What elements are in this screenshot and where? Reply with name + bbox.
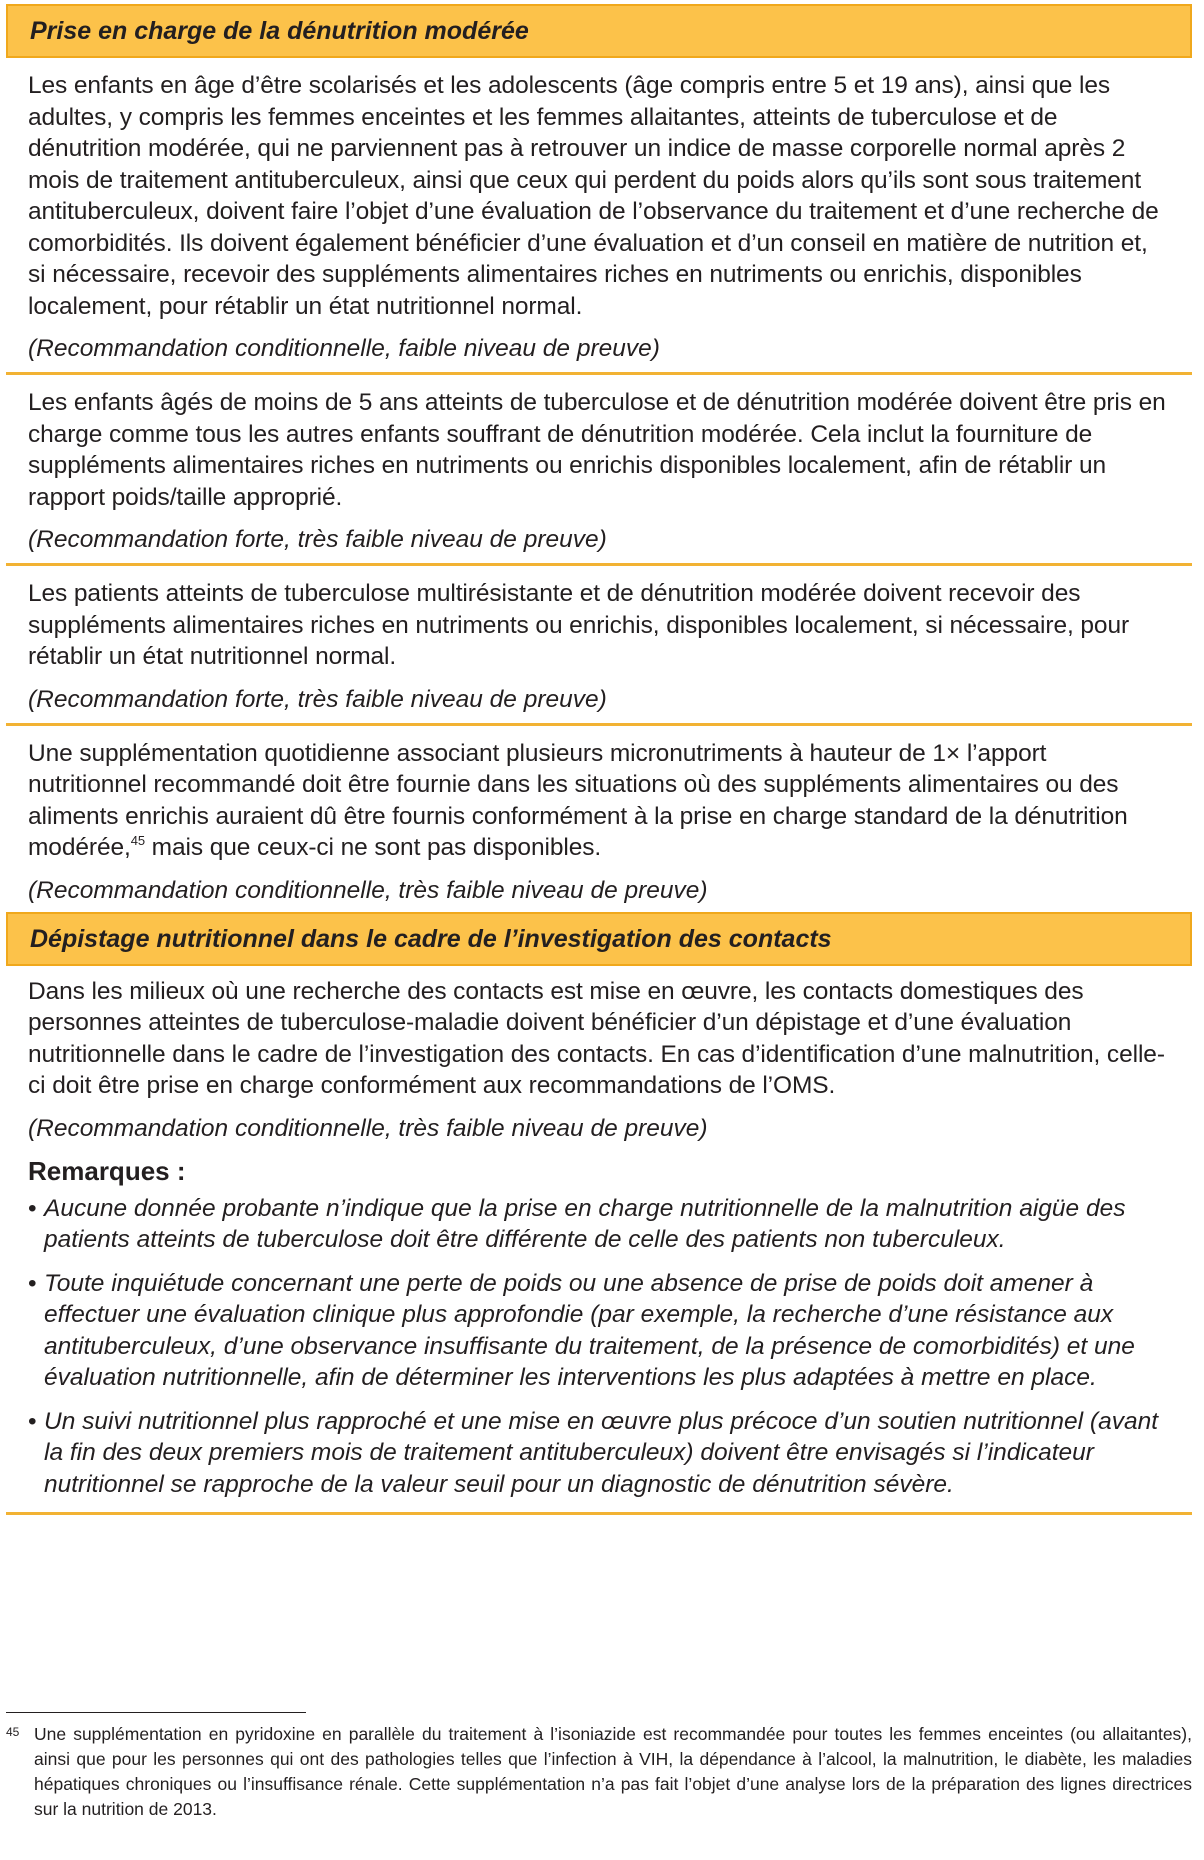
recommendation-text: Les patients atteints de tuberculose multirésistante et de dénutrition modérée doivent recevoir des suppléments alimentaires riches en nutriments ou enrichis, disponibles localement, si nécessaire, pour rétablir un état nutritionnel normal. bbox=[28, 580, 1130, 670]
list-item bbox=[28, 1268, 1170, 1394]
recommendation-text bbox=[28, 738, 1170, 864]
remark-text: Un suivi nutritionnel plus rapproché et une mise en œuvre plus précoce d’un soutien nutritionnel (avant la fin des deux premiers mois de traitement antituberculeux) doivent être envisagés si l’indicateur nutritionnel se rapproche de la valeur seuil pour un diagnostic de dénutrition sévère. bbox=[44, 1407, 1159, 1498]
bullet-icon: • bbox=[28, 1407, 37, 1435]
section-title: Prise en charge de la dénutrition modérée bbox=[30, 17, 529, 45]
bullet-icon: • bbox=[28, 1194, 37, 1222]
footnote-text: Une supplémentation en pyridoxine en parallèle du traitement à l’isoniazide est recommandée pour toutes les femmes enceintes (ou allaitantes), ainsi que pour les personnes qui ont des pathologies telles que l’infection à VIH, la dépendance à l’alcool, la malnutrition, le diabète, les maladies hépatiques chroniques ou l’insuffisance rénale. Cette supplémentation n’a pas fait l’objet d’une analyse lors de la préparation des lignes directrices sur la nutrition de 2013. bbox=[34, 1724, 1192, 1819]
recommendation-block bbox=[6, 375, 1192, 566]
recommendation-block bbox=[6, 726, 1192, 912]
section-header-moderate-undernutrition bbox=[6, 4, 1192, 58]
section-header-contact-investigation bbox=[6, 912, 1192, 966]
footnote-reference[interactable]: 45 bbox=[130, 833, 145, 848]
recommendation-strength: (Recommandation forte, très faible niveau de preuve) bbox=[28, 526, 607, 553]
footnote-divider bbox=[6, 1712, 306, 1713]
recommendation-strength: (Recommandation conditionnelle, très faible niveau de preuve) bbox=[28, 876, 708, 904]
recommendation-text: Les enfants âgés de moins de 5 ans atteints de tuberculose et de dénutrition modérée doivent être pris en charge comme tous les autres enfants souffrant de dénutrition modérée. Cela inclut la fourniture de suppléments alimentaires riches en nutriments ou enrichis disponibles localement, afin de rétablir un rapport poids/taille approprié. bbox=[28, 389, 1166, 511]
recommendation-text: Dans les milieux où une recherche des contacts est mise en œuvre, les contacts domestiques des personnes atteintes de tuberculose-maladie doivent bénéficier d’un dépistage et d’une évaluation nutritionnelle dans le cadre de l’investigation des contacts. En cas d’identification d’une malnutrition, celle-ci doit être prise en charge conformément aux recommandations de l’OMS. bbox=[28, 977, 1165, 1099]
recommendation-text-part: mais que ceux-ci ne sont pas disponibles. bbox=[144, 834, 602, 861]
list-item bbox=[28, 1193, 1170, 1256]
remark-text: Aucune donnée probante n’indique que la prise en charge nutritionnelle de la malnutrition aigüe des patients atteints de tuberculose doit être différente de celle des patients non tuberculeux. bbox=[44, 1194, 1126, 1253]
recommendation-block bbox=[6, 966, 1192, 1516]
recommendations-page bbox=[6, 4, 1192, 1515]
recommendation-strength: (Recommandation conditionnelle, très faible niveau de preuve) bbox=[28, 1114, 708, 1142]
remarks-list bbox=[28, 1193, 1170, 1501]
list-item bbox=[28, 1406, 1170, 1501]
remarks-title: Remarques : bbox=[28, 1155, 186, 1186]
recommendation-strength: (Recommandation conditionnelle, faible niveau de preuve) bbox=[28, 335, 660, 362]
remark-text: Toute inquiétude concernant une perte de poids ou une absence de prise de poids doit amener à effectuer une évaluation clinique plus approfondie (par exemple, la recherche d’une résistance aux antituberculeux, d’une observance insuffisante du traitement, de la présence de comorbidités) et une évaluation nutritionnelle, afin de déterminer les interventions les plus adaptées à mettre en place. bbox=[44, 1269, 1135, 1391]
recommendation-text-part: Une supplémentation quotidienne associant plusieurs micronutriments à hauteur de 1× l’apport nutritionnel recommandé doit être fournie dans les situations où des suppléments alimentaires ou des aliments enrichis auraient dû être fournis conformément à la prise en charge standard de la dénutrition modérée, bbox=[28, 739, 1128, 861]
recommendation-strength: (Recommandation forte, très faible niveau de preuve) bbox=[28, 685, 607, 713]
footnote-number: 45 bbox=[6, 1725, 20, 1739]
footnote bbox=[6, 1722, 1192, 1822]
recommendation-block bbox=[6, 566, 1192, 726]
section-title: Dépistage nutritionnel dans le cadre de l’investigation des contacts bbox=[30, 924, 832, 953]
bullet-icon: • bbox=[28, 1269, 37, 1297]
recommendation-block bbox=[6, 58, 1192, 375]
recommendation-text: Les enfants en âge d’être scolarisés et les adolescents (âge compris entre 5 et 19 ans), ainsi que les adultes, y compris les femmes enceintes et les femmes allaitantes, atteints de tuberculose et de dénutrition modérée, qui ne parviennent pas à retrouver un indice de masse corporelle normal après 2 mois de traitement antituberculeux, ainsi que ceux qui perdent du poids alors qu’ils sont sous traitement antituberculeux, doivent faire l’objet d’une évaluation de l’observance du traitement et d’une recherche de comorbidités. Ils doivent également bénéficier d’une évaluation et d’un conseil en matière de nutrition et, si nécessaire, recevoir des suppléments alimentaires riches en nutriments ou enrichis, disponibles localement, pour rétablir un état nutritionnel normal. bbox=[28, 72, 1159, 320]
